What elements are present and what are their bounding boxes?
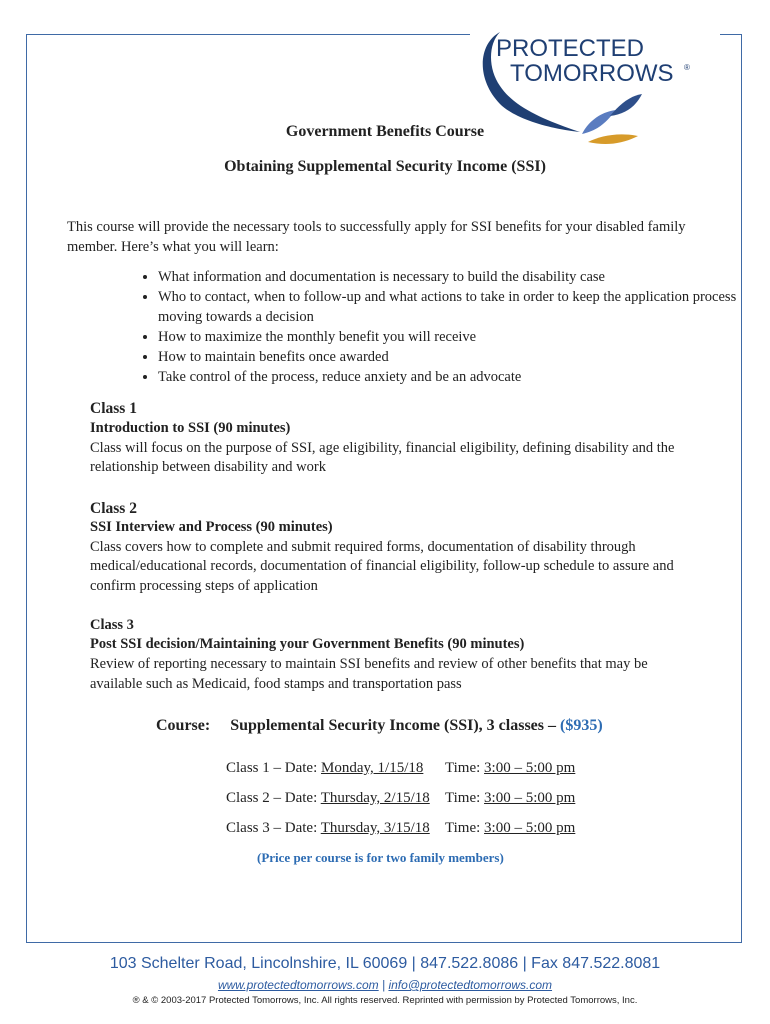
footer-address: 103 Schelter Road, Lincolnshire, IL 60069 | 847.522.8086 | Fax 847.522.8081 bbox=[109, 955, 661, 972]
schedule-time-value: 3:00 – 5:00 pm bbox=[484, 790, 576, 806]
schedule-time-label: Time: bbox=[445, 820, 485, 836]
schedule-class-label: Class 2 – Date: bbox=[226, 790, 321, 806]
schedule-row bbox=[226, 760, 423, 777]
logo-registered-mark: ® bbox=[684, 63, 690, 72]
schedule-time-value: 3:00 – 5:00 pm bbox=[484, 820, 576, 836]
schedule-time-value: 3:00 – 5:00 pm bbox=[484, 760, 576, 776]
intro-line-2: member. Here’s what you will learn: bbox=[67, 239, 279, 255]
course-title: Government Benefits Course bbox=[285, 123, 485, 140]
class-3-description-line: Review of reporting necessary to maintain SSI benefits and review of other benefits that may be bbox=[90, 656, 648, 672]
course-label: Course: bbox=[156, 717, 211, 734]
course-summary bbox=[156, 717, 603, 735]
class-2-description-line: Class covers how to complete and submit required forms, documentation of disability through bbox=[90, 539, 636, 555]
price-note: (Price per course is for two family members) bbox=[257, 850, 504, 865]
schedule-date: Thursday, 2/15/18 bbox=[320, 790, 430, 806]
logo-line1: PROTECTED bbox=[496, 35, 645, 62]
website-link[interactable]: www.protectedtomorrows.com bbox=[217, 978, 379, 992]
footer-links bbox=[0, 978, 770, 992]
email-link[interactable]: info@protectedtomorrows.com bbox=[388, 978, 553, 992]
list-item: • Take control of the process, reduce anxiety and be an advocate bbox=[158, 367, 758, 387]
schedule-time-label: Time: bbox=[445, 760, 485, 776]
schedule-date: Thursday, 3/15/18 bbox=[320, 820, 430, 836]
schedule-time bbox=[445, 790, 575, 807]
list-item: • How to maximize the monthly benefit you will receive bbox=[158, 327, 758, 347]
schedule-time bbox=[445, 820, 575, 837]
course-subtitle: Obtaining Supplemental Security Income (SSI) bbox=[224, 158, 546, 175]
class-2-subheading: SSI Interview and Process (90 minutes) bbox=[90, 519, 333, 535]
class-2-heading: Class 2 bbox=[90, 500, 137, 517]
schedule-class-label: Class 3 – Date: bbox=[226, 820, 321, 836]
list-item: • What information and documentation is necessary to build the disability case bbox=[158, 267, 758, 287]
class-1-subheading: Introduction to SSI (90 minutes) bbox=[90, 420, 291, 436]
course-name: Supplemental Security Income (SSI), 3 classes – bbox=[230, 717, 560, 734]
footer-copyright: ® & © 2003-2017 Protected Tomorrows, Inc. All rights reserved. Reprinted with permission by Protected Tomorrows, Inc. bbox=[132, 995, 638, 1006]
class-1-description-line: relationship between disability and work bbox=[90, 459, 326, 475]
list-item: • How to maintain benefits once awarded bbox=[158, 347, 758, 367]
schedule-time-label: Time: bbox=[445, 790, 485, 806]
schedule-row bbox=[226, 820, 430, 837]
intro-line-1: This course will provide the necessary tools to successfully apply for SSI benefits for your disabled family bbox=[67, 219, 686, 235]
schedule-date: Monday, 1/15/18 bbox=[321, 760, 424, 776]
schedule-row bbox=[226, 790, 430, 807]
class-2-description-line: medical/educational records, documentation of financial eligibility, follow-up schedule to assure and bbox=[90, 558, 674, 574]
course-price: ($935) bbox=[560, 717, 603, 734]
list-item: • Who to contact, when to follow-up and what actions to take in order to keep the application process moving towards a decision bbox=[158, 287, 758, 327]
class-1-description-line: Class will focus on the purpose of SSI, age eligibility, financial eligibility, defining disability and the bbox=[90, 440, 675, 456]
class-1-heading: Class 1 bbox=[90, 400, 137, 417]
class-2-description-line: confirm processing steps of application bbox=[90, 578, 318, 594]
schedule-time bbox=[445, 760, 575, 777]
logo-line2: TOMORROWS bbox=[510, 60, 674, 87]
footer-separator: | bbox=[378, 978, 389, 992]
schedule-class-label: Class 1 – Date: bbox=[226, 760, 321, 776]
learning-list bbox=[118, 267, 758, 387]
class-3-subheading: Post SSI decision/Maintaining your Government Benefits (90 minutes) bbox=[90, 636, 525, 652]
class-3-heading: Class 3 bbox=[90, 617, 134, 633]
class-3-description-line: available such as Medicaid, food stamps and transportation pass bbox=[90, 676, 462, 692]
